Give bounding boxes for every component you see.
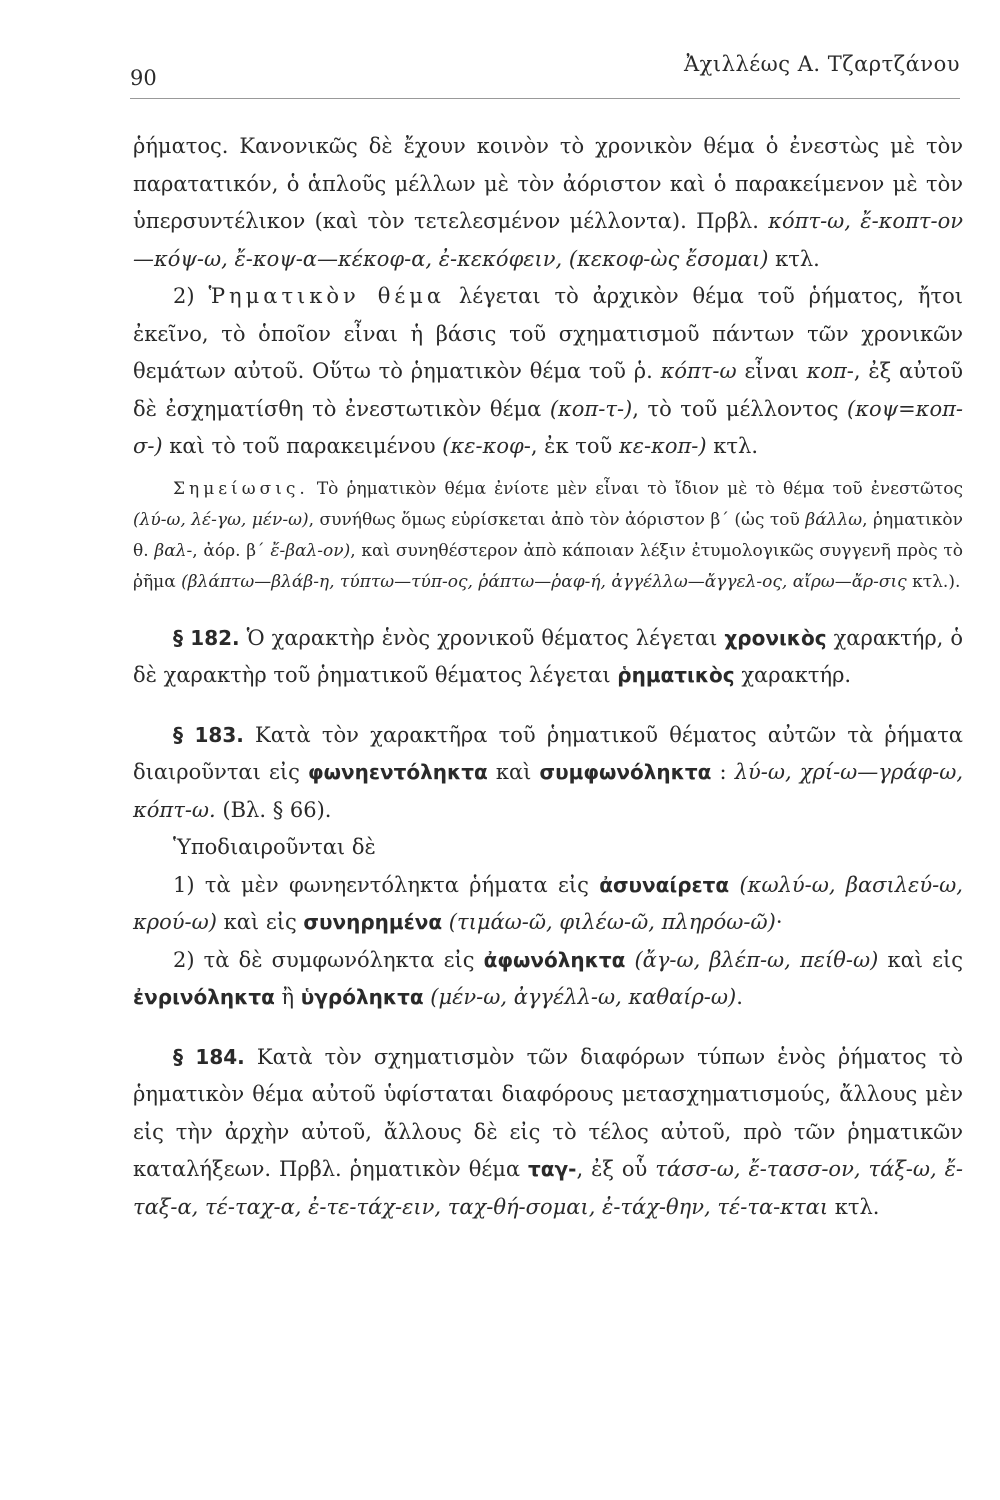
example-forms: κόπτ-ω, ἔ-κοπτ-ον—κόψ-ω, ἔ-κοψ-α—κέκοφ-α, ἐ-κεκόφειν, (κεκοφ-ὼς ἔσομαι)	[133, 209, 963, 271]
paragraph-continuation: ῥήματος. Κανονικῶς δὲ ἔχουν κοινὸν τὸ χρονικὸν θέμα ὁ ἐνεστὼς μὲ τὸν παρατατικόν, ὁ ἁπλοῦς μέλλων μὲ τὸν ἀόριστον καὶ ὁ παρακείμενον μὲ τὸν ὑπερσυντέλικον (καὶ τὸν τετελεσμένον μέλλοντα). Πρβλ. κόπτ-ω, ἔ-κοπτ-ον—κόψ-ω, ἔ-κοψ-α—κέκοφ-α, ἐ-κεκόφειν, (κεκοφ-ὼς ἔσομαι) κτλ.	[133, 134, 963, 271]
section-number: § 183.	[173, 722, 244, 747]
note-label: Σημείωσις.	[173, 478, 309, 499]
note-paragraph: Σημείωσις. Τὸ ῥηματικὸν θέμα ἐνίοτε μὲν εἶναι τὸ ἴδιον μὲ τὸ θέμα τοῦ ἐνεστῶτος (λύ-ω, λέ-γω, μέν-ω), συνήθως ὅμως εὑρίσκεται ἀπὸ τὸν ἀόριστον β΄ (ὡς τοῦ βάλλω, ῥηματικὸν θ. βαλ-, ἀόρ. β΄ ἔ-βαλ-ον), καὶ συνηθέστερον ἀπὸ κάποιαν λέξιν ἐτυμολογικῶς συγγενῆ πρὸς τὸ ῥῆμα (βλάπτω—βλάβ-η, τύπτω—τύπ-ος, ῥάπτω—ῥαφ-ή, ἀγγέλλω—ἄγγελ-ος, αἴρω—ἄρ-σις κτλ.).	[133, 478, 964, 592]
section-number: § 184.	[173, 1044, 245, 1069]
bold-term: ἀφωνόληκτα	[483, 947, 626, 972]
header-rule	[130, 98, 960, 99]
subdivision-item-1: 1) τὰ μὲν φωνηεντόληκτα ῥήματα εἰς ἀσυναίρετα (κωλύ-ω, βασιλεύ-ω, κρού-ω) καὶ εἰς συνηρημένα (τιμάω-ῶ, φιλέω-ῶ, πληρόω-ῶ)·	[133, 872, 963, 934]
section-182: § 182. Ὁ χαρακτὴρ ἑνὸς χρονικοῦ θέματος λέγεται χρονικὸς χαρακτήρ, ὁ δὲ χαρακτὴρ τοῦ ῥηματικοῦ θέματος λέγεται ῥηματικὸς χαρακτήρ.	[133, 625, 963, 687]
bold-term: ἐνρινόληκτα	[133, 985, 275, 1009]
bold-term: χρονικὸς	[724, 625, 827, 650]
subdivision-item-2: 2) τὰ δὲ συμφωνόληκτα εἰς ἀφωνόληκτα (ἄγ-ω, βλέπ-ω, πείθ-ω) καὶ εἰς ἐνρινόληκτα ἢ ὑγρόληκτα (μέν-ω, ἀγγέλλ-ω, καθαίρ-ω).	[133, 947, 963, 1009]
section-number: § 182.	[173, 625, 240, 650]
page-number: 90	[130, 66, 157, 90]
bold-term: ὑγρόληκτα	[300, 985, 424, 1009]
subdivision-intro: Ὑποδιαιροῦνται δὲ	[173, 835, 376, 859]
section-184: § 184. Κατὰ τὸν σχηματισμὸν τῶν διαφόρων τύπων ἑνὸς ῥήματος τὸ ῥηματικὸν θέμα αὐτοῦ ὑφίσταται διαφόρους μετασχηματισμούς, ἄλλους μὲν εἰς τὴν ἀρχὴν αὐτοῦ, ἄλλους δὲ εἰς τὸ τέλος αὐτοῦ, πρὸ τῶν ῥηματικῶν καταλήξεων. Πρβλ. ῥηματικὸν θέμα ταγ-, ἐξ οὗ τάσσ-ω, ἔ-τασσ-ον, τάξ-ω, ἔ-ταξ-α, τέ-ταχ-α, ἐ-τε-τάχ-ειν, ταχ-θή-σομαι, ἐ-τάχ-θην, τέ-τα-κται κτλ.	[133, 1044, 964, 1219]
bold-term: συνηρημένα	[303, 910, 443, 934]
running-head: Ἀχιλλέως Α. Τζαρτζάνου	[684, 52, 960, 76]
bold-term: φωνηεντόληκτα	[307, 760, 488, 784]
page-body	[133, 128, 963, 1226]
paragraph-rhematikon-thema: 2) Ῥηματικὸν θέμα λέγεται τὸ ἀρχικὸν θέμα τοῦ ῥήματος, ἤτοι ἐκεῖνο, τὸ ὁποῖον εἶναι ἡ βάσις τοῦ σχηματισμοῦ πάντων τῶν χρονικῶν θεμάτων αὐτοῦ. Οὕτω τὸ ῥηματικὸν θέμα τοῦ ῥ. κόπτ-ω εἶναι κοπ-, ἐξ αὐτοῦ δὲ ἐσχηματίσθη τὸ ἐνεστωτικὸν θέμα (κοπ-τ-), τὸ τοῦ μέλλοντος (κοψ=κοπ-σ-) καὶ τὸ τοῦ παρακειμένου (κε-κοφ-, ἐκ τοῦ κε-κοπ-) κτλ.	[133, 284, 964, 458]
bold-term: συμφωνόληκτα	[539, 760, 712, 784]
section-183: § 183. Κατὰ τὸν χαρακτῆρα τοῦ ῥηματικοῦ θέματος αὐτῶν τὰ ῥήματα διαιροῦνται εἰς φωνηεντόληκτα καὶ συμφωνόληκτα : λύ-ω, χρί-ω—γράφ-ω, κόπτ-ω. (Βλ. § 66).	[133, 722, 963, 822]
bold-term: ῥηματικὸς	[617, 663, 735, 687]
bold-term: ταγ-	[528, 1157, 577, 1181]
page-header	[130, 40, 960, 100]
bold-term: ἀσυναίρετα	[599, 872, 730, 897]
spaced-term: Ῥηματικὸν θέμα	[208, 284, 446, 308]
